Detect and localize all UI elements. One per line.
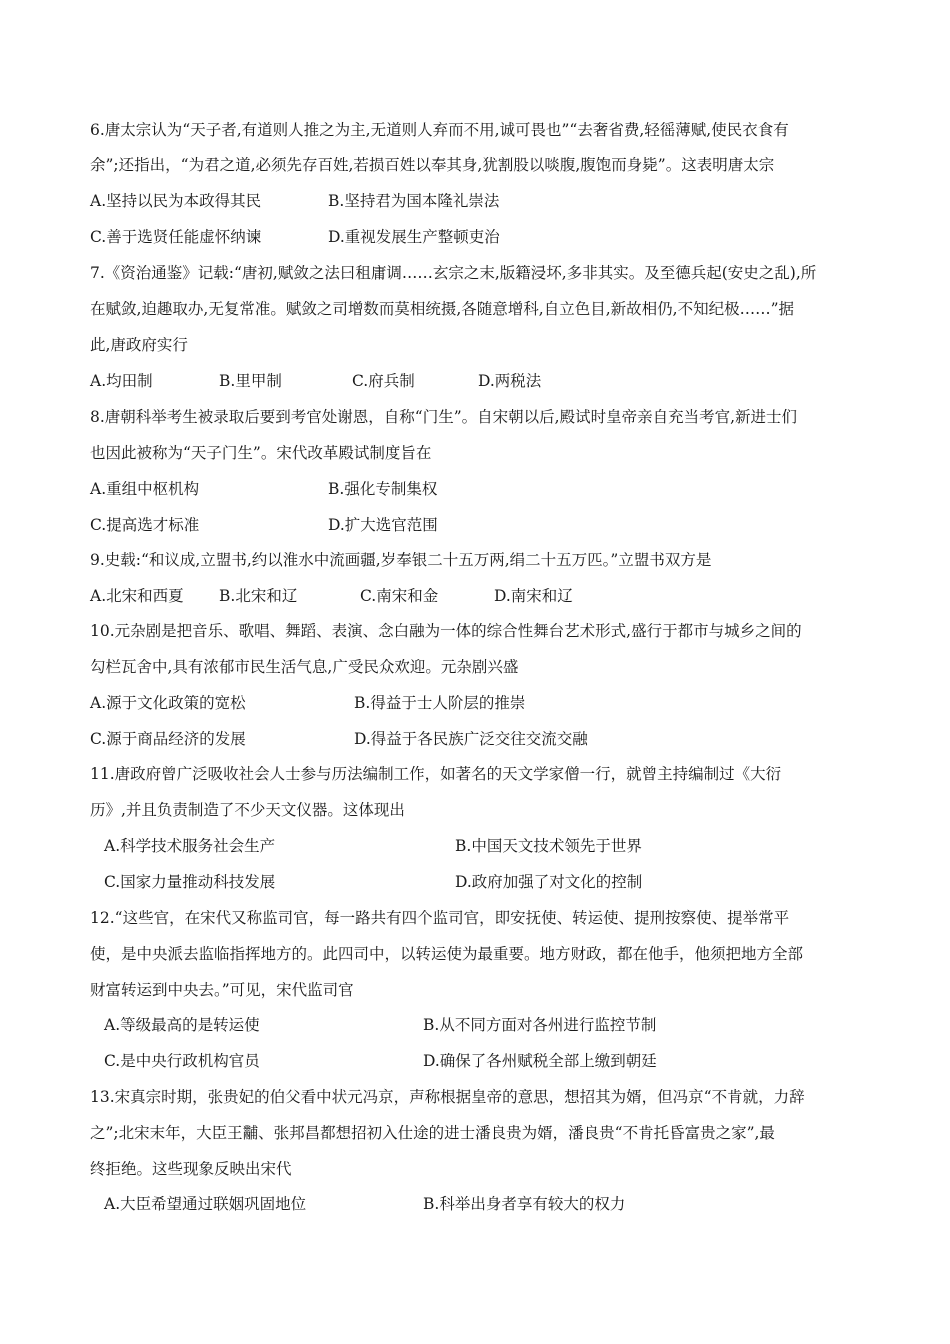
question-8-stem-line-2: 也因此被称为“天子门生”。宋代改革殿试制度旨在 [90, 444, 432, 462]
question-9-option-a: A.北宋和西夏 [90, 587, 184, 605]
question-13-stem-line-1: 13.宋真宗时期，张贵妃的伯父看中状元冯京，声称根据皇帝的意思，想招其为婿，但冯京“不肯就，力辞 [90, 1088, 805, 1106]
question-12-option-a: A.等级最高的是转运使 [104, 1016, 260, 1034]
question-10-stem-line-1: 10.元杂剧是把音乐、歌唱、舞蹈、表演、念白融为一体的综合性舞台艺术形式,盛行于都市与城乡之间的 [90, 622, 802, 640]
question-13-stem-line-2: 之”;北宋末年，大臣王黼、张邦昌都想招初入仕途的进士潘良贵为婿，潘良贵“不肯托昏富贵之家”,最 [90, 1124, 775, 1142]
question-11-option-d: D.政府加强了对文化的控制 [455, 873, 643, 891]
question-7-option-a: A.均田制 [90, 372, 153, 390]
question-7-stem-line-1: 7.《资治通鉴》记载:“唐初,赋敛之法曰租庸调……玄宗之末,版籍浸坏,多非其实。及至德兵起(安史之乱),所 [90, 264, 817, 282]
question-13-option-a: A.大臣希望通过联姻巩固地位 [104, 1195, 307, 1213]
question-11-stem-line-1: 11.唐政府曾广泛吸收社会人士参与历法编制工作，如著名的天文学家僧一行，就曾主持编制过《大衍 [90, 765, 782, 783]
question-13-option-b: B.科举出身者享有较大的权力 [423, 1195, 626, 1213]
question-7-option-b: B.里甲制 [219, 372, 282, 390]
question-6-option-a: A.坚持以民为本政得其民 [90, 192, 262, 210]
question-12-stem-line-3: 财富转运到中央去。”可见，宋代监司官 [90, 981, 354, 999]
question-10-option-a: A.源于文化政策的宽松 [90, 694, 246, 712]
question-10-option-c: C.源于商品经济的发展 [90, 730, 246, 748]
question-11-option-a: A.科学技术服务社会生产 [104, 837, 276, 855]
question-10-option-d: D.得益于各民族广泛交往交流交融 [354, 730, 588, 748]
question-11-option-c: C.国家力量推动科技发展 [104, 873, 276, 891]
question-10-option-b: B.得益于士人阶层的推崇 [354, 694, 526, 712]
question-6-option-c: C.善于选贤任能虚怀纳谏 [90, 228, 262, 246]
question-7-option-c: C.府兵制 [352, 372, 415, 390]
question-12-option-b: B.从不同方面对各州进行监控节制 [423, 1016, 657, 1034]
question-12-option-d: D.确保了各州赋税全部上缴到朝廷 [423, 1052, 657, 1070]
question-12-option-c: C.是中央行政机构官员 [104, 1052, 260, 1070]
question-9-stem-line-1: 9.史载:“和议成,立盟书,约以淮水中流画疆,岁奉银二十五万两,绢二十五万匹。”立盟书双方是 [90, 551, 712, 569]
question-11-option-b: B.中国天文技术领先于世界 [455, 837, 642, 855]
question-11-stem-line-2: 历》,并且负责制造了不少天文仪器。这体现出 [90, 801, 405, 819]
question-8-option-b: B.强化专制集权 [328, 480, 438, 498]
question-8-option-c: C.提高选才标准 [90, 516, 200, 534]
question-8-stem-line-1: 8.唐朝科举考生被录取后要到考官处谢恩，自称“门生”。自宋朝以后,殿试时皇帝亲自充当考官,新进士们 [90, 408, 797, 426]
question-9-option-b: B.北宋和辽 [219, 587, 298, 605]
question-6-stem-line-1: 6.唐太宗认为“天子者,有道则人推之为主,无道则人弃而不用,诚可畏也”“去奢省费,轻徭薄赋,使民衣食有 [90, 121, 789, 139]
question-7-stem-line-3: 此,唐政府实行 [90, 336, 188, 354]
question-9-option-c: C.南宋和金 [360, 587, 439, 605]
question-12-stem-line-2: 使，是中央派去监临指挥地方的。此四司中，以转运使为最重要。地方财政，都在他手，他须把地方全部 [90, 945, 804, 963]
question-10-stem-line-2: 勾栏瓦舍中,具有浓郁市民生活气息,广受民众欢迎。元杂剧兴盛 [90, 658, 519, 676]
question-6-stem-line-2: 余”;还指出，“为君之道,必须先存百姓,若损百姓以奉其身,犹割股以啖腹,腹饱而身毙”。这表明唐太宗 [90, 156, 775, 174]
question-6-option-b: B.坚持君为国本隆礼崇法 [328, 192, 500, 210]
question-6-option-d: D.重视发展生产整顿吏治 [328, 228, 500, 246]
question-13-stem-line-3: 终拒绝。这些现象反映出宋代 [90, 1160, 292, 1178]
question-12-stem-line-1: 12.“这些官，在宋代又称监司官，每一路共有四个监司官，即安抚使、转运使、提刑按察使、提举常平 [90, 909, 790, 927]
question-7-stem-line-2: 在赋敛,迫趣取办,无复常准。赋敛之司增数而莫相统摄,各随意增科,自立色目,新故相仍,不知纪极……”据 [90, 300, 794, 318]
question-9-option-d: D.南宋和辽 [494, 587, 573, 605]
question-8-option-a: A.重组中枢机构 [90, 480, 200, 498]
question-7-option-d: D.两税法 [478, 372, 542, 390]
question-8-option-d: D.扩大选官范围 [328, 516, 438, 534]
